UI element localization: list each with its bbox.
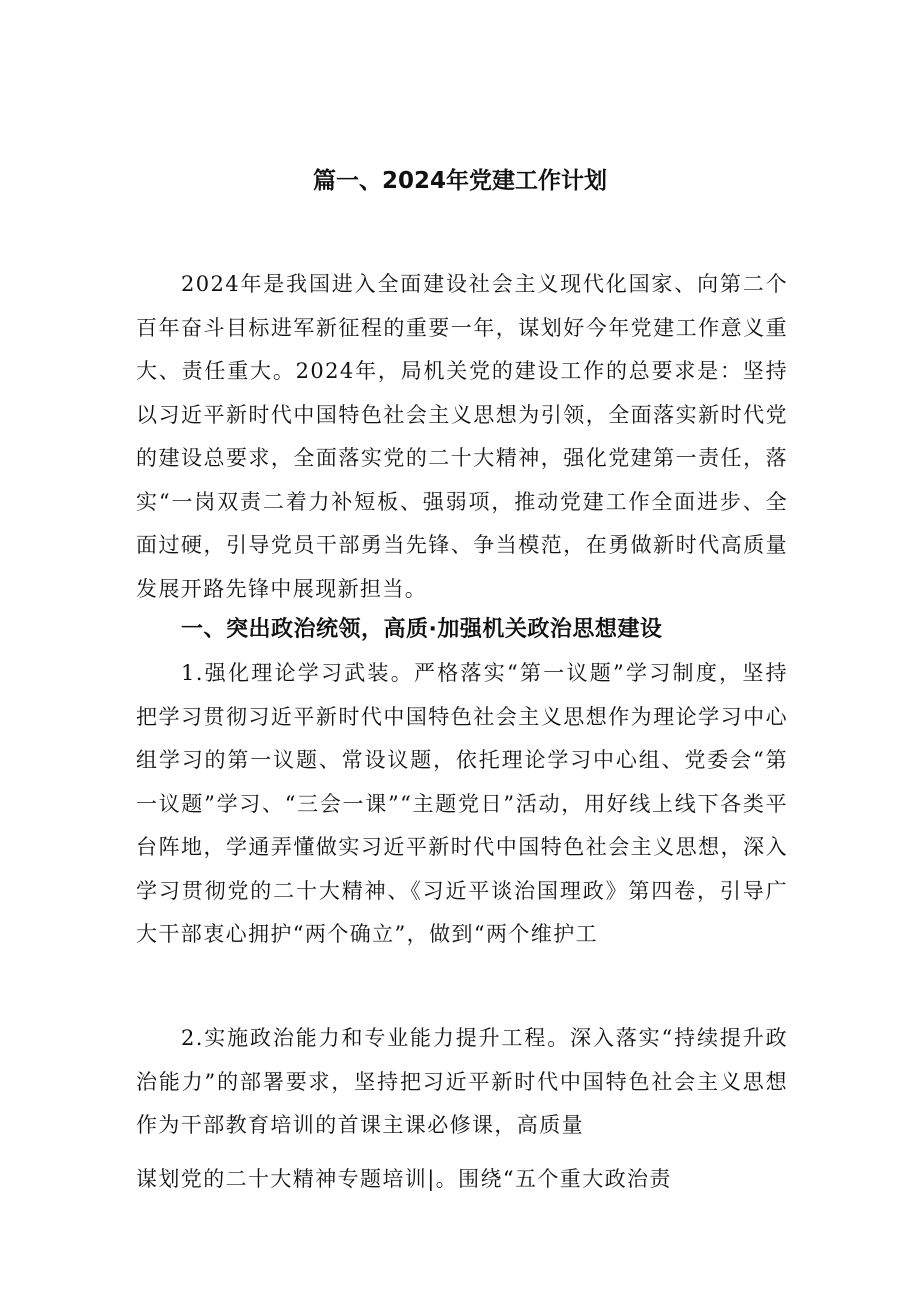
document-title: 篇一、2024年党建工作计划 (312, 168, 607, 194)
paragraph-theory-study: 1.强化理论学习武装。严格落实“第一议题”学习制度，坚持把学习贯彻习近平新时代中国特色社会主义思想作为理论学习中心组学习的第一议题、常设议题，依托理论学习中心组、党委会“第一议题”学习、“三会一课”“主题党日”活动，用好线上线下各类平台阵地，学通弄懂做实习近平新时代中国特色社会主义思想，深入学习贯彻党的二十大精神、《习近平谈治国理政》第四卷，引导广大干部衷心拥护“两个确立”，做到“两个维护工 (136, 661, 788, 946)
intro-paragraph: 2024年是我国进入全面建设社会主义现代化国家、向第二个百年奋斗目标进军新征程的重要一年，谋划好今年党建工作意义重大、责任重大。2024年，局机关党的建设工作的总要求是：坚持以习近平新时代中国特色社会主义思想为引领，全面落实新时代党的建设总要求，全面落实党的二十大精神，强化党建第一责任，落实“一岗双责二着力补短板、强弱项，推动党建工作全面进步、全面过硬，引导党员干部勇当先锋、争当模范，在勇做新时代高质量发展开路先锋中展现新担当。 (136, 272, 788, 601)
paragraph-continued: 谋划党的二十大精神专题培训|。围绕“五个重大政治责 (136, 1167, 672, 1191)
section-heading-1: 一、突出政治统领，高质·加强机关政治思想建设 (181, 617, 663, 642)
paragraph-capability-project: 2.实施政治能力和专业能力提升工程。深入落实“持续提升政治能力”的部署要求，坚持把习近平新时代中国特色社会主义思想作为干部教育培训的首课主课必修课，高质量 (136, 1026, 788, 1137)
